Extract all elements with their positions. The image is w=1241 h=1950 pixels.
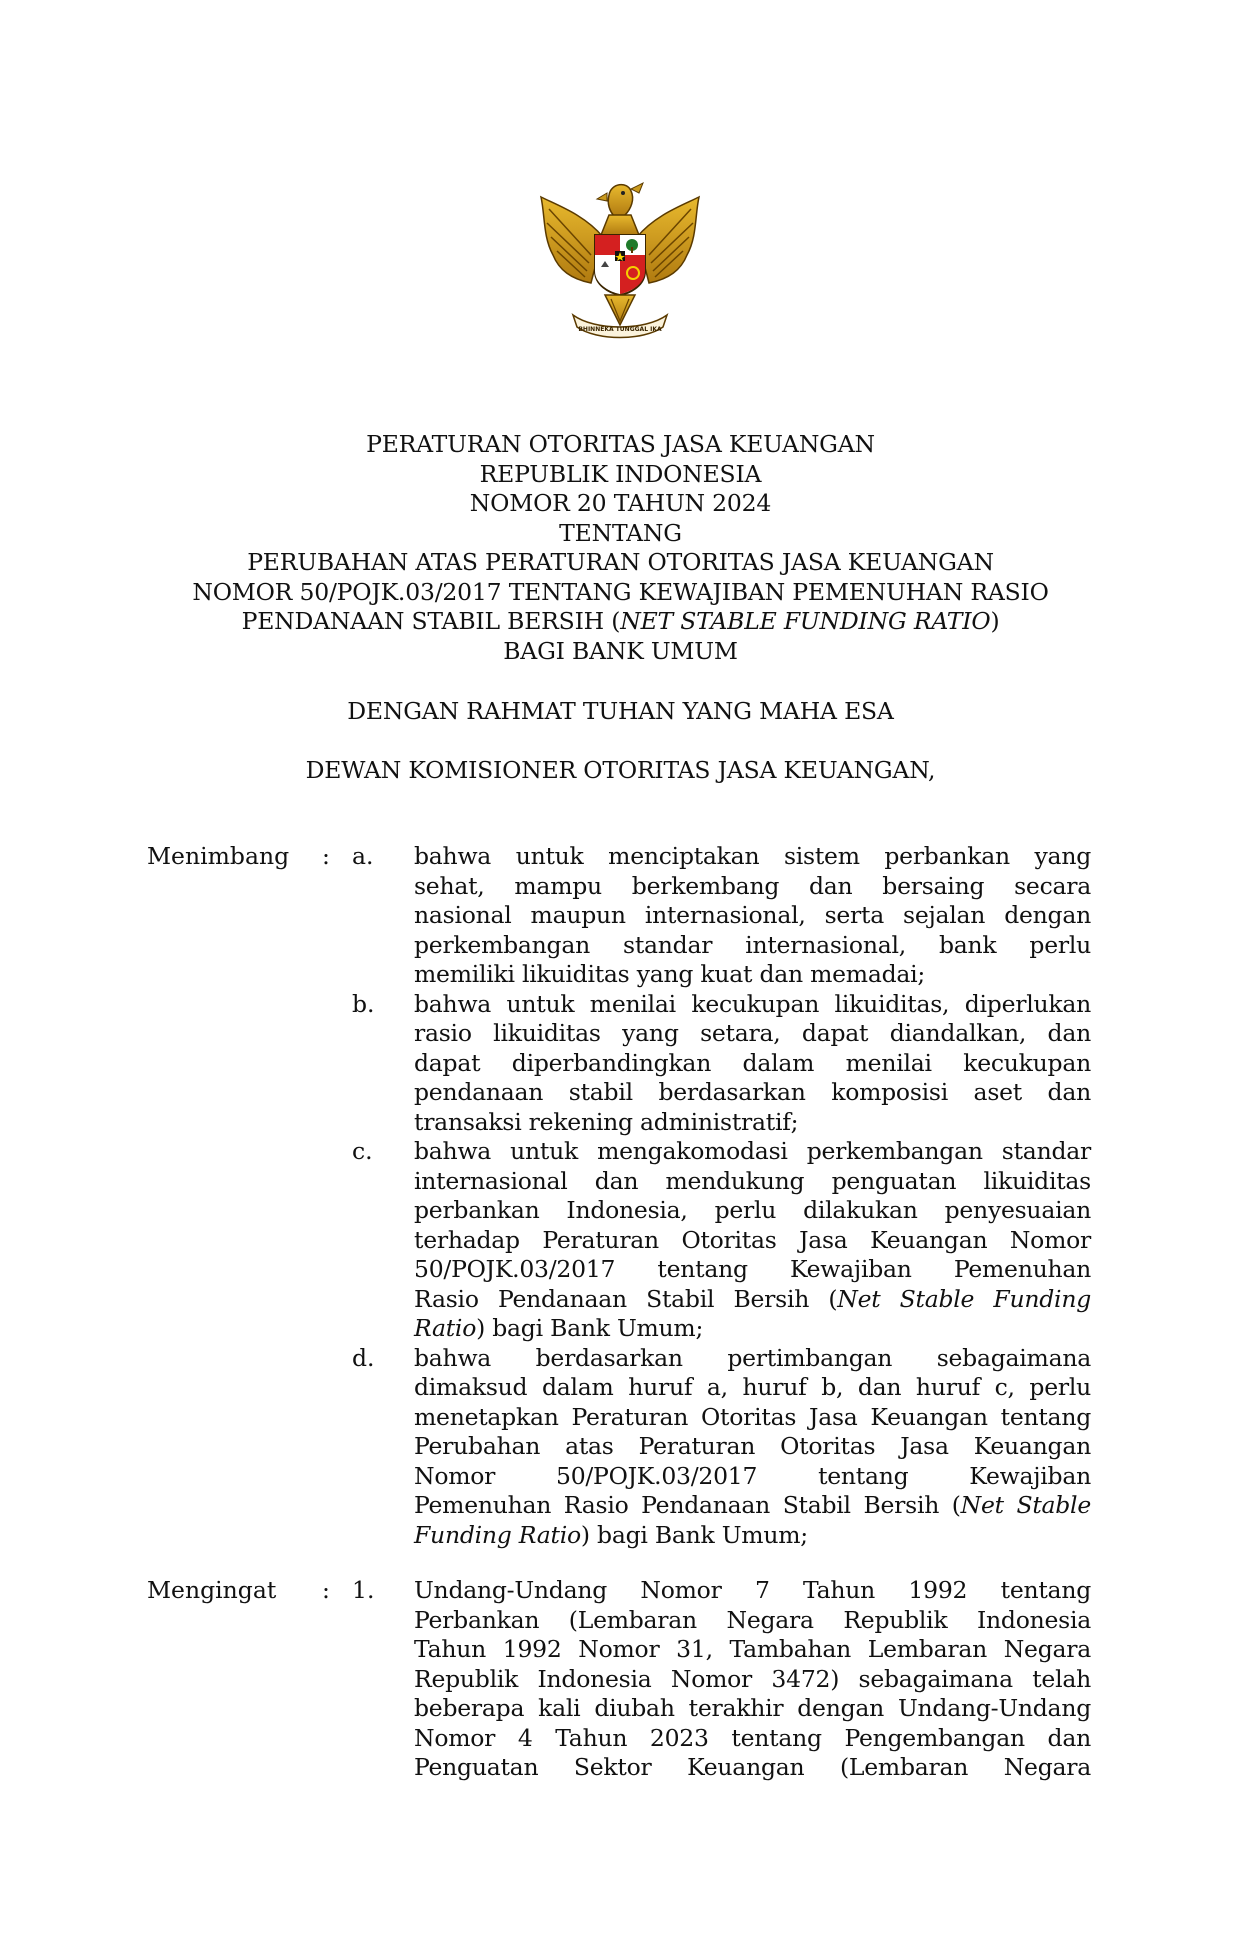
item-text: bahwa untuk menciptakan sistem perbankan yang sehat, mampu berkembang dan bersaing secara nasional maupun internasional, serta sejalan dengan perkembangan standar internasional, bank perlu memiliki likuiditas yang kuat dan memadai; — [414, 842, 1091, 988]
list-item — [0, 1576, 1241, 1783]
list-item — [0, 1137, 1241, 1344]
title-line: PENDANAAN STABIL BERSIH (NET STABLE FUNDING RATIO) — [241, 607, 1000, 635]
title-line: PERATURAN OTORITAS JASA KEUANGAN — [366, 430, 875, 458]
title-line: REPUBLIK INDONESIA — [479, 459, 762, 488]
title-line: BAGI BANK UMUM — [503, 636, 738, 665]
mengingat-section — [0, 1576, 1241, 1783]
list-item — [0, 842, 1241, 990]
section-colon: : — [322, 842, 330, 870]
title-line: NOMOR 20 TAHUN 2024 — [469, 489, 772, 517]
item-marker: 1. — [352, 1576, 375, 1604]
authority: DEWAN KOMISIONER OTORITAS JASA KEUANGAN, — [305, 756, 936, 784]
title-line: NOMOR 50/POJK.03/2017 TENTANG KEWAJIBAN PEMENUHAN RASIO — [192, 577, 1049, 606]
item-text: bahwa untuk mengakomodasi perkembangan standar internasional dan mendukung penguatan likuiditas perbankan Indonesia, perlu dilakukan penyesuaian terhadap Peraturan Otoritas Jasa Keuangan Nomor 50/POJK.03/2017 tentang Kewajiban Pemenuhan Rasio Pendanaan Stabil Bersih (Net Stable Funding Ratio) bagi Bank Umum; — [414, 1137, 1091, 1342]
section-label: Mengingat — [147, 1576, 277, 1604]
title-line: TENTANG — [559, 518, 682, 547]
item-marker: d. — [352, 1343, 375, 1372]
item-text: bahwa untuk menilai kecukupan likuiditas, diperlukan rasio likuiditas yang setara, dapat diandalkan, dan dapat diperbandingkan dalam menilai kecukupan pendanaan stabil berdasarkan komposisi aset dan transaksi rekening administratif; — [414, 989, 1091, 1136]
item-text: Undang-Undang Nomor 7 Tahun 1992 tentang Perbankan (Lembaran Negara Republik Indonesia Tahun 1992 Nomor 31, Tambahan Lembaran Negara Republik Indonesia Nomor 3472) sebagaimana telah beberapa kali diubah terakhir dengan Undang-Undang Nomor 4 Tahun 2023 tentang Pengembangan dan Penguatan Sektor Keuangan (Lembaran Negara — [414, 1576, 1091, 1781]
item-marker: b. — [352, 989, 375, 1018]
regulation-title — [120, 430, 1121, 666]
item-text: bahwa berdasarkan pertimbangan sebagaimana dimaksud dalam huruf a, huruf b, dan huruf c, perlu menetapkan Peraturan Otoritas Jasa Keuangan tentang Perubahan atas Peraturan Otoritas Jasa Keuangan Nomor 50/POJK.03/2017 tentang Kewajiban Pemenuhan Rasio Pendanaan Stabil Bersih (Net Stable Funding Ratio) bagi Bank Umum; — [414, 1343, 1091, 1549]
list-item — [0, 1344, 1241, 1551]
section-label: Menimbang — [147, 842, 290, 870]
garuda-emblem-icon — [535, 175, 705, 345]
invocation: DENGAN RAHMAT TUHAN YANG MAHA ESA — [347, 697, 894, 725]
item-marker: a. — [352, 842, 374, 870]
emblem-motto: BHINNEKA TUNGGAL IKA — [578, 326, 662, 333]
menimbang-section — [0, 842, 1241, 1550]
list-item — [0, 990, 1241, 1138]
item-marker: c. — [352, 1137, 373, 1165]
title-line: PERUBAHAN ATAS PERATURAN OTORITAS JASA KEUANGAN — [247, 548, 994, 576]
section-colon: : — [322, 1576, 330, 1604]
